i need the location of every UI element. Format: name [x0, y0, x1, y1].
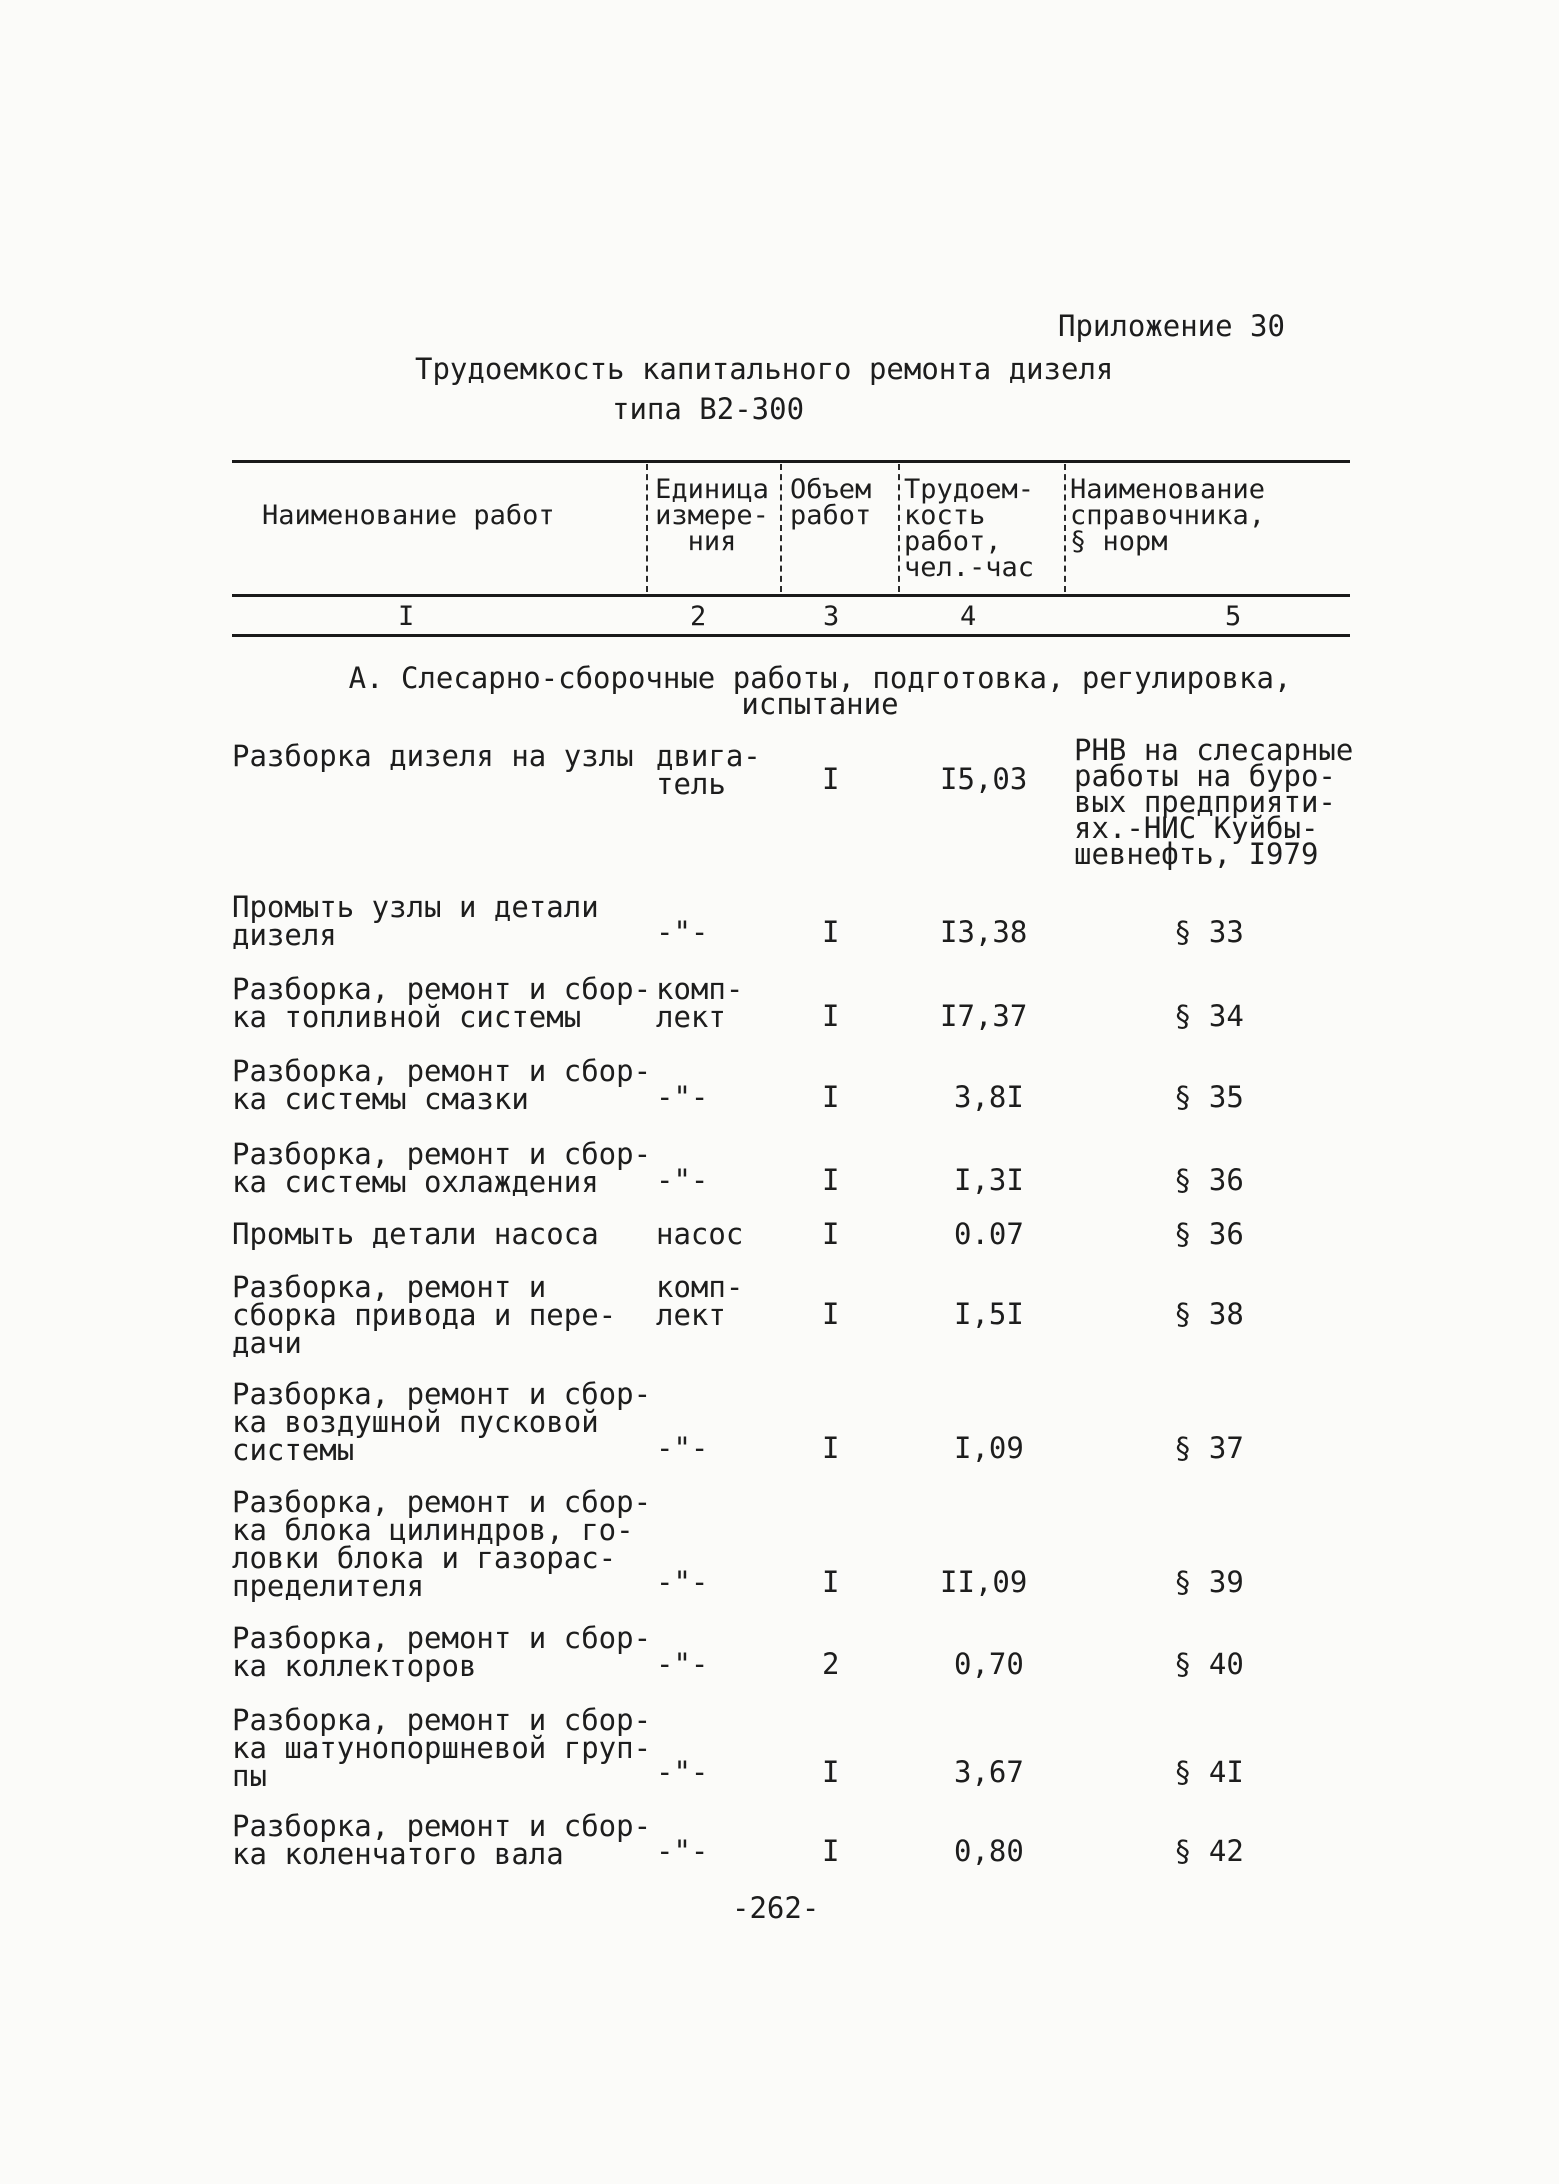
labor: I5,03	[940, 762, 1028, 796]
column-divider	[780, 464, 782, 592]
reference: § 34	[1174, 999, 1244, 1033]
unit: комп- лект	[656, 972, 744, 1034]
unit: -"-	[656, 1755, 709, 1789]
work-name: Разборка, ремонт и сбор- ка блока цилиндров, го- ловки блока и газорас- пределителя	[232, 1485, 652, 1603]
volume: 2	[822, 1647, 840, 1681]
labor: 3,8I	[954, 1080, 1024, 1114]
unit: -"-	[656, 1431, 709, 1465]
volume: I	[822, 915, 840, 949]
column-header-name: Наименование работ	[262, 500, 555, 531]
column-number: 3	[823, 601, 840, 632]
column-divider	[898, 464, 900, 592]
unit: -"-	[656, 1834, 709, 1868]
header-number-rule	[232, 594, 1350, 597]
work-name: Разборка, ремонт и сбор- ка коленчатого вала	[232, 1809, 652, 1871]
reference: § 42	[1174, 1834, 1244, 1868]
reference: § 38	[1174, 1297, 1244, 1331]
labor: 0.07	[954, 1217, 1024, 1251]
appendix-label: Приложение 30	[1058, 309, 1285, 343]
reference: § 40	[1174, 1647, 1244, 1681]
volume: I	[822, 1297, 840, 1331]
column-header-labor: Трудоем- кость работ, чел.-час	[904, 474, 1035, 583]
document-title: Трудоемкость капитального ремонта дизеля	[415, 352, 1114, 386]
volume: I	[822, 1217, 840, 1251]
labor: 0,70	[954, 1647, 1024, 1681]
unit: -"-	[656, 1565, 709, 1599]
reference: § 36	[1174, 1217, 1244, 1251]
column-number: 5	[1225, 601, 1242, 632]
labor: I7,37	[940, 999, 1028, 1033]
volume: I	[822, 1163, 840, 1197]
labor: I,3I	[954, 1163, 1024, 1197]
volume: I	[822, 999, 840, 1033]
work-name: Разборка, ремонт и сбор- ка воздушной пусковой системы	[232, 1377, 652, 1467]
volume: I	[822, 1565, 840, 1599]
column-divider	[1064, 464, 1066, 592]
labor: I,09	[954, 1431, 1024, 1465]
unit: -"-	[656, 1647, 709, 1681]
unit: -"-	[656, 1163, 709, 1197]
unit: -"-	[656, 915, 709, 949]
unit: двига- тель	[656, 739, 761, 801]
unit: -"-	[656, 1080, 709, 1114]
reference: § 39	[1174, 1565, 1244, 1599]
volume: I	[822, 1080, 840, 1114]
work-name: Разборка, ремонт и сбор- ка системы охлаждения	[232, 1137, 652, 1199]
work-name: Разборка, ремонт и сбор- ка шатунопоршневой груп- пы	[232, 1703, 652, 1793]
work-name: Промыть узлы и детали дизеля	[232, 890, 599, 952]
volume: I	[822, 1834, 840, 1868]
unit: насос	[656, 1217, 744, 1251]
labor: 0,80	[954, 1834, 1024, 1868]
column-number: I	[398, 601, 415, 632]
column-number: 2	[690, 601, 707, 632]
work-name: Разборка, ремонт и сборка привода и пере- дачи	[232, 1270, 617, 1360]
document-subtitle: типа В2-300	[612, 392, 805, 426]
work-name: Разборка, ремонт и сбор- ка системы смазки	[232, 1054, 652, 1116]
labor: I,5I	[954, 1297, 1024, 1331]
labor: II,09	[940, 1565, 1028, 1599]
volume: I	[822, 1431, 840, 1465]
unit: комп- лект	[656, 1270, 744, 1332]
column-header-volume: Объем работ	[790, 474, 872, 531]
work-name: Разборка дизеля на узлы	[232, 739, 634, 773]
reference: § 33	[1174, 915, 1244, 949]
section-title: А. Слесарно-сборочные работы, подготовка, регулировка, испытание	[348, 661, 1292, 721]
labor: I3,38	[940, 915, 1028, 949]
column-number: 4	[960, 601, 977, 632]
reference: РНВ на слесарные работы на буро- вых предприяти- ях.-НИС Куйбы- шевнефть, I979	[1074, 733, 1354, 871]
volume: I	[822, 1755, 840, 1789]
work-name: Разборка, ремонт и сбор- ка коллекторов	[232, 1621, 652, 1683]
work-name: Промыть детали насоса	[232, 1217, 599, 1251]
volume: I	[822, 762, 840, 796]
reference: § 37	[1174, 1431, 1244, 1465]
labor: 3,67	[954, 1755, 1024, 1789]
header-bottom-rule	[232, 634, 1350, 637]
work-name: Разборка, ремонт и сбор- ка топливной системы	[232, 972, 652, 1034]
reference: § 36	[1174, 1163, 1244, 1197]
reference: § 4I	[1174, 1755, 1244, 1789]
table-top-rule	[232, 460, 1350, 463]
column-header-reference: Наименование справочника, § норм	[1070, 474, 1266, 557]
column-header-unit: Единица измере- ния	[655, 474, 769, 557]
page-number: -262-	[732, 1891, 820, 1925]
reference: § 35	[1174, 1080, 1244, 1114]
